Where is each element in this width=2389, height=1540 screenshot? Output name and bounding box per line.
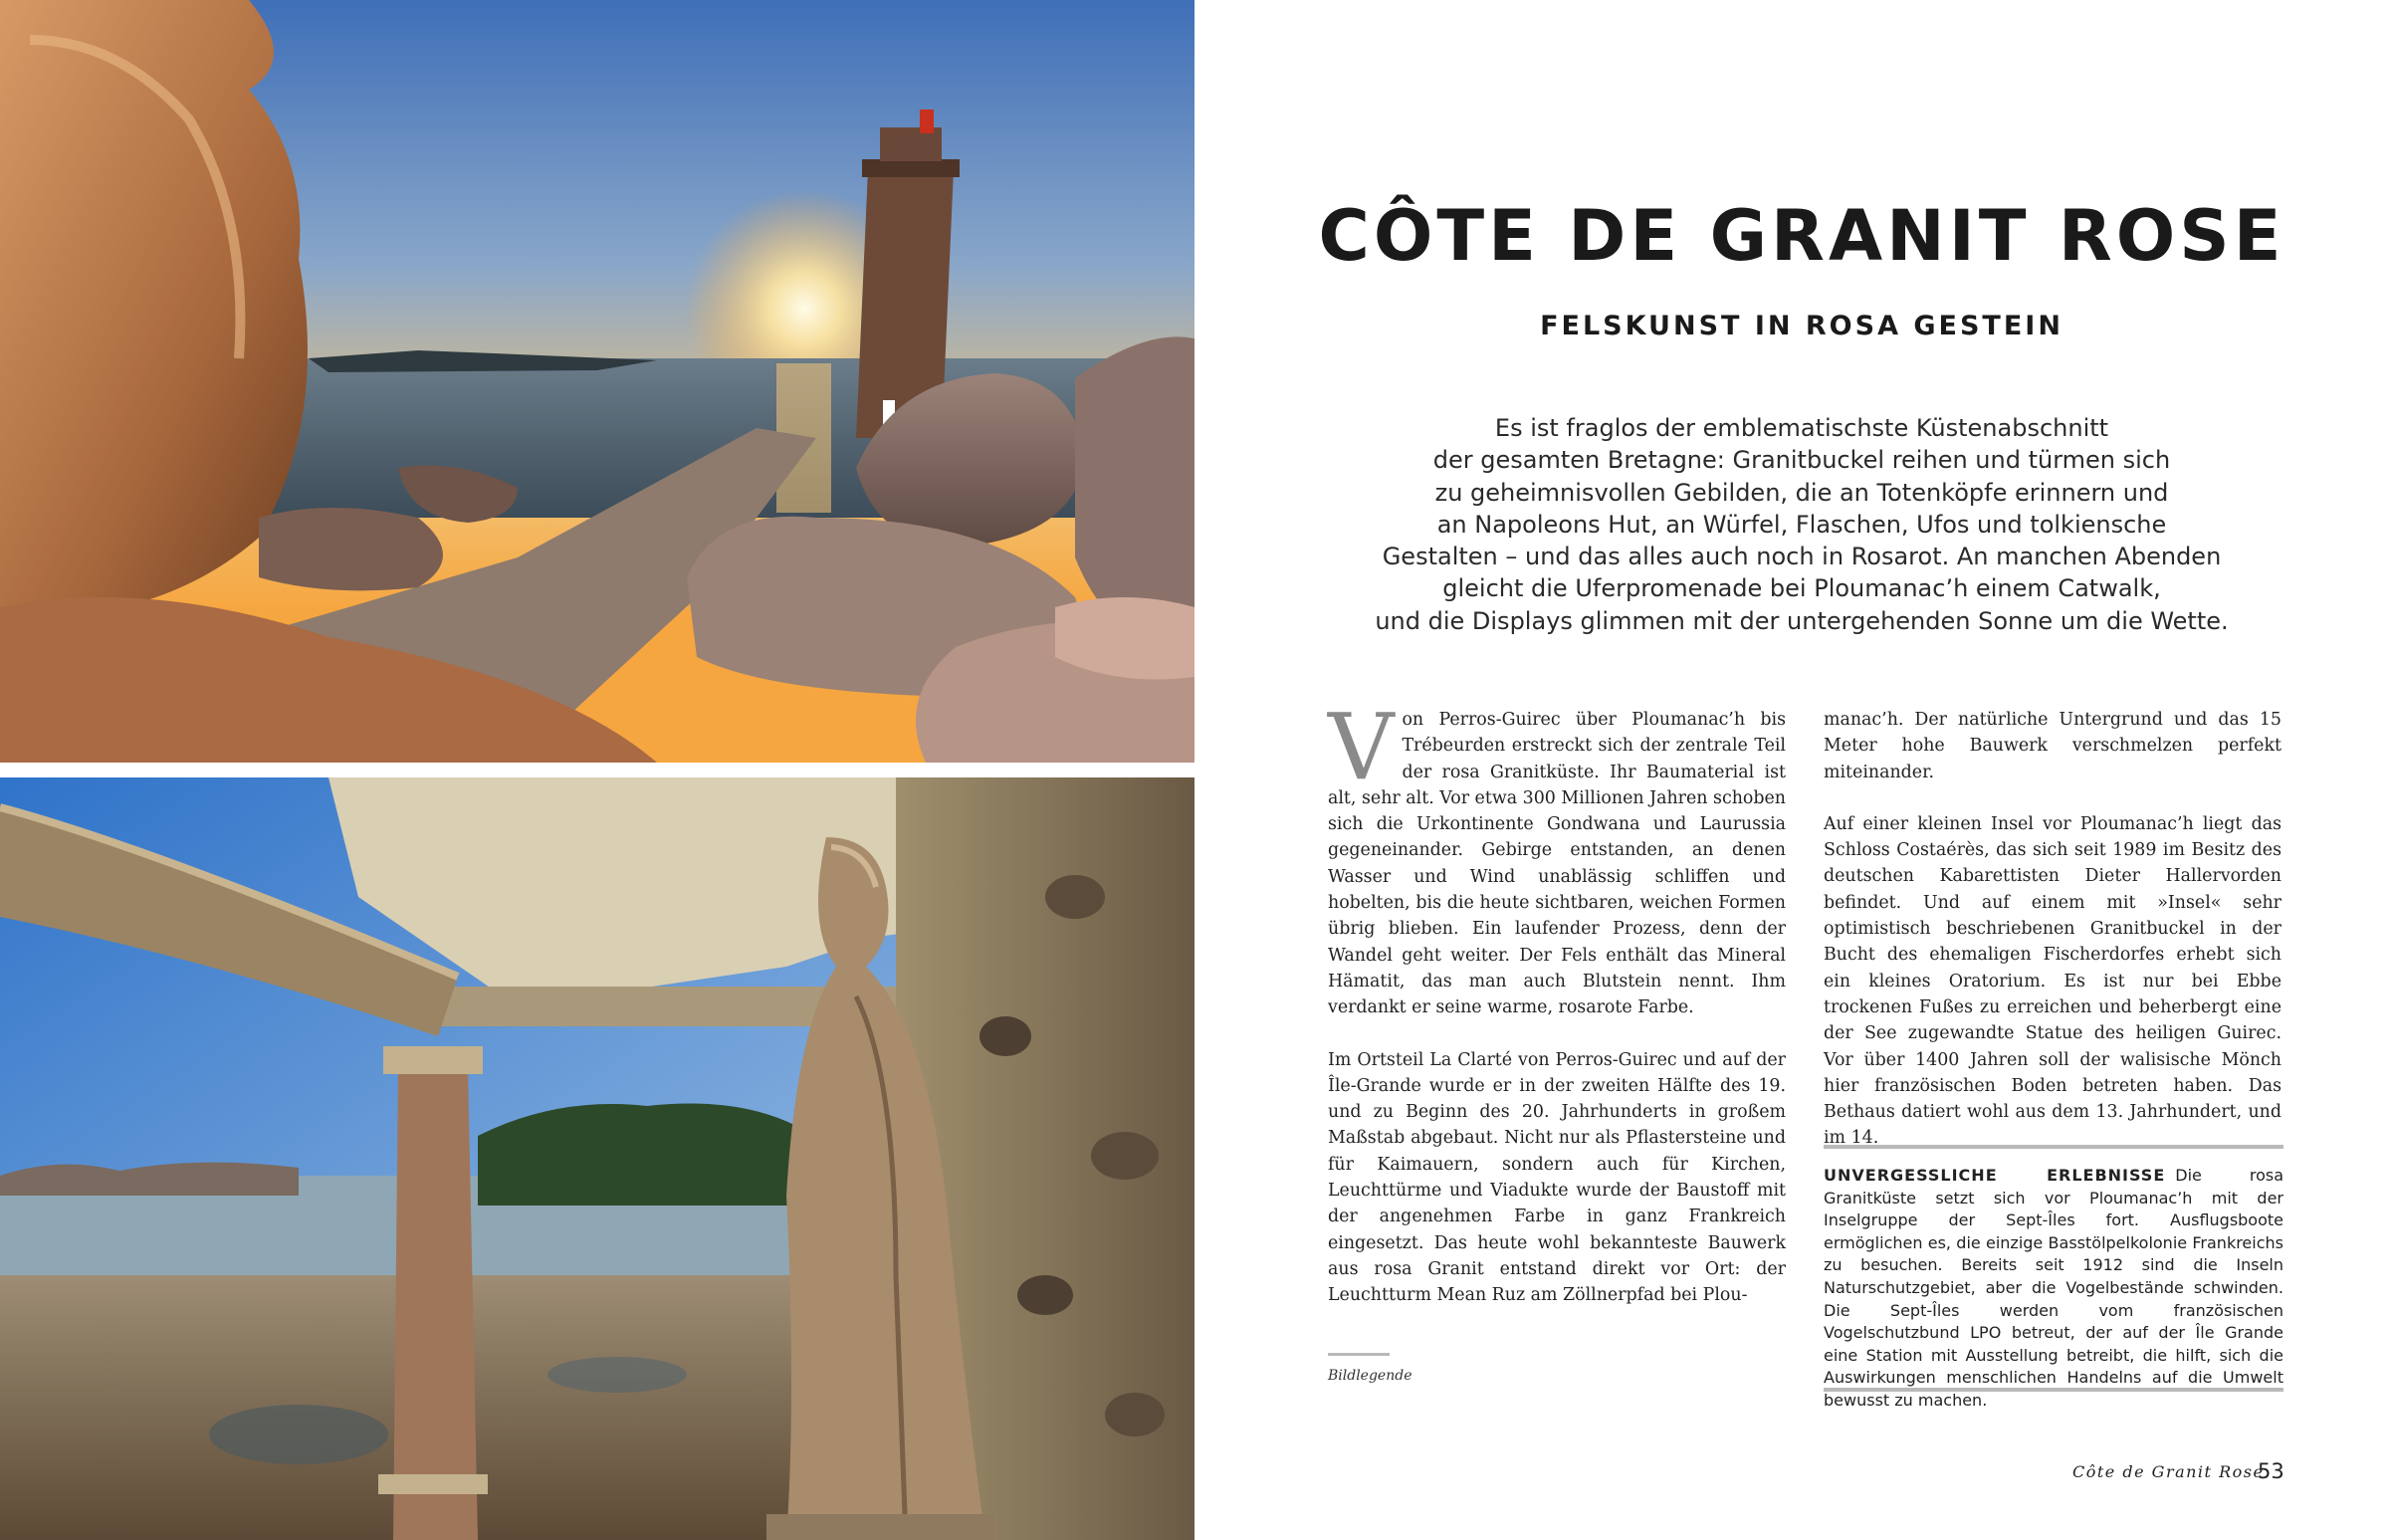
highlight-box-text-block <box>1824 1165 2283 1413</box>
body-paragraph: manac’h. Der natürliche Untergrund und das 15 Meter hohe Bauwerk verschmelzen perfekt miteinander. <box>1824 710 2281 782</box>
running-footer-title: Côte de Granit Rose <box>2072 1462 2265 1481</box>
highlight-box <box>1824 1145 2283 1410</box>
page-number: 53 <box>2258 1459 2284 1483</box>
lead-line: zu geheimnisvollen Gebilden, die an Totenköpfe erinnern und <box>1434 478 2169 507</box>
page-subtitle: FELSKUNST IN ROSA GESTEIN <box>1540 311 2063 341</box>
highlight-box-heading: UNVERGESSLICHE ERLEBNISSE <box>1824 1166 2166 1185</box>
lighthouse-sunset-photo <box>0 0 1194 763</box>
body-paragraph-text: on Perros-Guirec über Ploumanac’h bis Trébeurden erstreckt sich der zentrale Teil der rosa Granitküste. Ihr Baumaterial ist alt, sehr alt. Vor etwa 300 Millionen Jahren schoben sich die Urkontinente Gondwana und Laurussia gegeneinander. Gebirge entstanden, an denen Wasser und Wind unablässig schliffen und hobelten, bis die heute sichtbaren, weichen Formen übrig blieben. Ein laufender Prozess, denn der Wandel geht weiter. Der Fels enthält das Mineral Hämatit, das man auch Blutstein nennt. Ihm verdankt er seine warme, rosarote Farbe. <box>1328 710 1786 1018</box>
body-paragraph <box>1328 694 1786 1021</box>
drop-cap: V <box>1328 694 1395 800</box>
lead-line: an Napoleons Hut, an Würfel, Flaschen, Ufos und tolkiensche <box>1436 510 2167 539</box>
oratory-statue-photo <box>0 777 1194 1540</box>
body-paragraph: Auf einer kleinen Insel vor Ploumanac’h liegt das Schloss Costaérès, das sich seit 1989 im Besitz des deutschen Kabarettisten Dieter Hallervorden befindet. Und auf einem mit »Insel« sehr optimistisch beschriebenen Granitbuckel in der Bucht des ehemaligen Fischerdorfes erhebt sich ein kleines Oratorium. Es ist nur bei Ebbe trockenen Fußes zu erreichen und beherbergt eine der See zugewandte Statue des heiligen Guirec. Vor über 1400 Jahren soll der walisische Mönch hier französischen Boden betreten haben. Das Bethaus datiert wohl aus dem 13. Jahrhundert, und im 14. <box>1824 813 2281 1149</box>
lead-line: und die Displays glimmen mit der untergehenden Sonne um die Wette. <box>1375 606 2229 635</box>
page-title: CÔTE DE GRANIT ROSE <box>1318 195 2285 277</box>
caption-divider <box>1328 1353 1390 1356</box>
body-paragraph: Im Ortsteil La Clarté von Perros-Guirec und auf der Île-Grande wurde er in der zweiten Hälfte des 19. und zu Beginn des 20. Jahrhunderts in großem Maßstab abgebaut. Nicht nur als Pflastersteine und für Kaimauern, sondern auch für Kirchen, Leuchttürme und Viadukte wurde der Baustoff mit der angenehmen Farbe in ganz Frankreich eingesetzt. Das heute wohl bekannteste Bauwerk aus rosa Granit entstand direkt vor Ort: der Leuchtturm Mean Ruz am Zöllnerpfad bei Plou- <box>1328 1049 1786 1306</box>
highlight-box-text: Die rosa Granitküste setzt sich vor Ploumanac’h mit der Inselgruppe der Sept-Îles fort. Ausflugsboote ermöglichen es, die einzige Basstölpelkolonie Frankreichs zu besuchen. Bereits seit 1912 sind die Inseln Naturschutzgebiet, aber die Vogelbestände schwinden. Die Sept-Îles werden vom französischen Vogelschutzbund LPO betreut, der auf der Île Grande eine Station mit Ausstellung betreibt, die hilft, sich die Auswirkungen menschlichen Handelns auf die Umwelt bewusst zu machen. <box>1824 1166 2283 1410</box>
lead-line: Es ist fraglos der emblematischste Küstenabschnitt <box>1494 414 2109 442</box>
lead-line: der gesamten Bretagne: Granitbuckel reihen und türmen sich <box>1432 446 2171 475</box>
lead-line: Gestalten – und das alles auch noch in Rosarot. An manchen Abenden <box>1382 543 2222 571</box>
body-column-right <box>1824 707 2281 1178</box>
image-caption: Bildlegende <box>1328 1368 1412 1384</box>
lead-line: gleicht die Uferpromenade bei Ploumanac’h einem Catwalk, <box>1442 574 2161 603</box>
lead-paragraph <box>1354 412 2250 637</box>
body-column-left <box>1328 694 1786 1335</box>
